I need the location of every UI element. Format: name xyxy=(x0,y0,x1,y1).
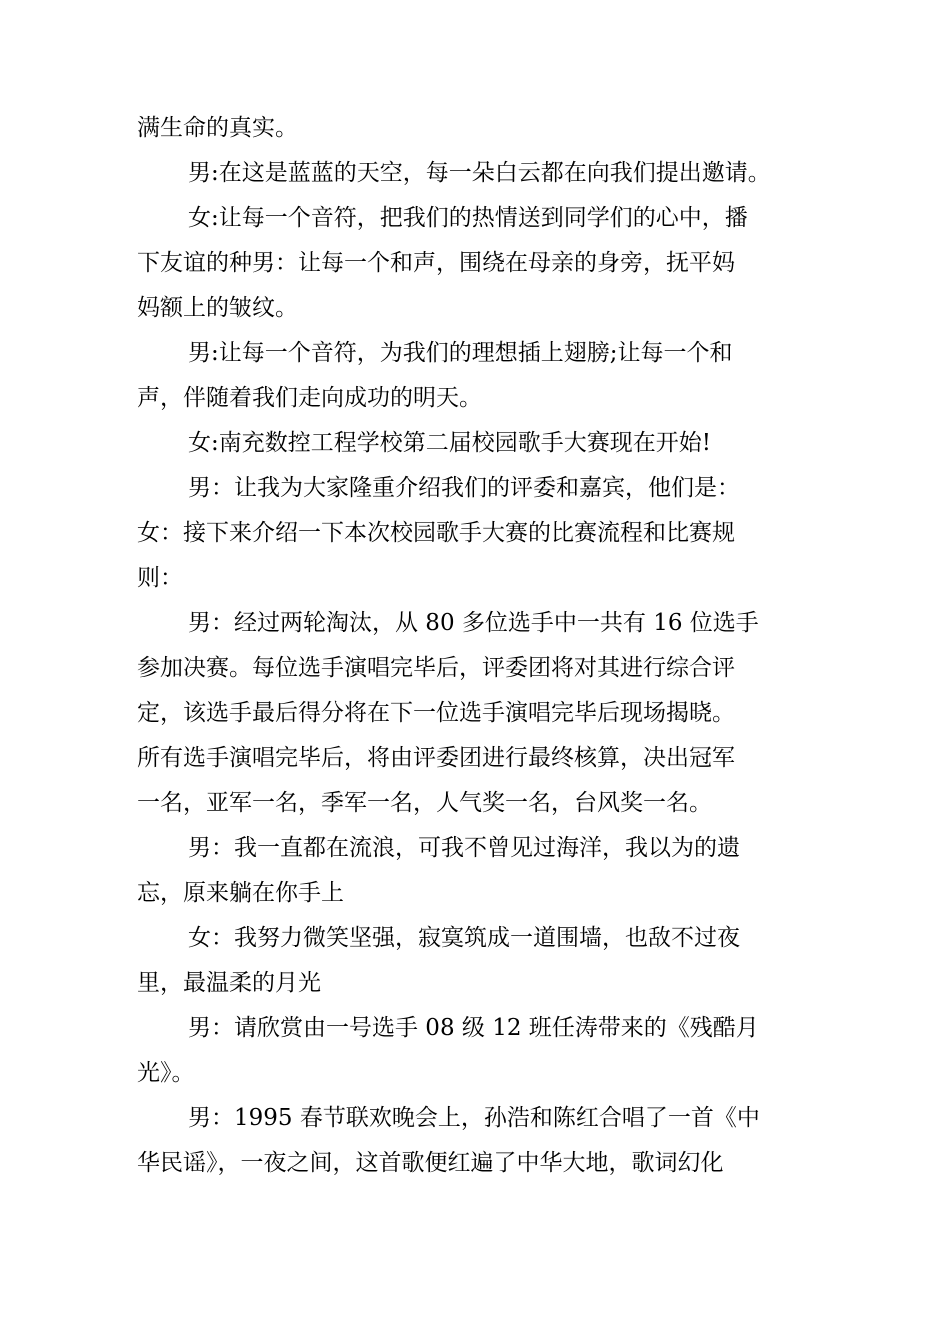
text-line: 男：请欣赏由一号选手 08 级 12 班任涛带来的《残酷月 xyxy=(188,1015,759,1041)
text-line: 男：1995 春节联欢晚会上，孙浩和陈红合唱了一首《中 xyxy=(188,1105,760,1131)
text-line: 下友谊的种男：让每一个和声，围绕在母亲的身旁，抚平妈 xyxy=(137,250,735,276)
text-line: 男：让我为大家隆重介绍我们的评委和嘉宾，他们是： xyxy=(188,475,740,501)
text-line: 里，最温柔的月光 xyxy=(137,970,321,996)
text-line: 华民谣》，一夜之间，这首歌便红遍了中华大地，歌词幻化 xyxy=(137,1150,724,1176)
text-line: 参加决赛。每位选手演唱完毕后，评委团将对其进行综合评 xyxy=(137,655,735,681)
text-line: 妈额上的皱纹。 xyxy=(137,295,298,321)
text-line: 定，该选手最后得分将在下一位选手演唱完毕后现场揭晓。 xyxy=(137,700,735,726)
text-line: 女：我努力微笑坚强，寂寞筑成一道围墙，也敌不过夜 xyxy=(188,925,740,951)
text-line: 男：经过两轮淘汰，从 80 多位选手中一共有 16 位选手 xyxy=(188,610,759,636)
text-line: 声，伴随着我们走向成功的明天。 xyxy=(137,385,482,411)
text-line: 男:让每一个音符，为我们的理想插上翅膀;让每一个和 xyxy=(188,340,733,366)
text-line: 女:南充数控工程学校第二届校园歌手大赛现在开始! xyxy=(188,430,711,456)
text-line: 女：接下来介绍一下本次校园歌手大赛的比赛流程和比赛规 xyxy=(137,520,735,546)
text-line: 满生命的真实。 xyxy=(137,115,298,141)
text-line: 则： xyxy=(137,565,183,591)
text-line: 一名，亚军一名，季军一名，人气奖一名，台风奖一名。 xyxy=(137,790,712,816)
text-line: 光》。 xyxy=(137,1060,195,1086)
text-line: 男:在这是蓝蓝的天空，每一朵白云都在向我们提出邀请。 xyxy=(188,160,771,186)
text-line: 女:让每一个音符，把我们的热情送到同学们的心中，播 xyxy=(188,205,748,231)
text-line: 所有选手演唱完毕后，将由评委团进行最终核算，决出冠军 xyxy=(137,745,735,771)
text-line: 男：我一直都在流浪，可我不曾见过海洋，我以为的遗 xyxy=(188,835,740,861)
text-line: 忘，原来躺在你手上 xyxy=(137,880,344,906)
